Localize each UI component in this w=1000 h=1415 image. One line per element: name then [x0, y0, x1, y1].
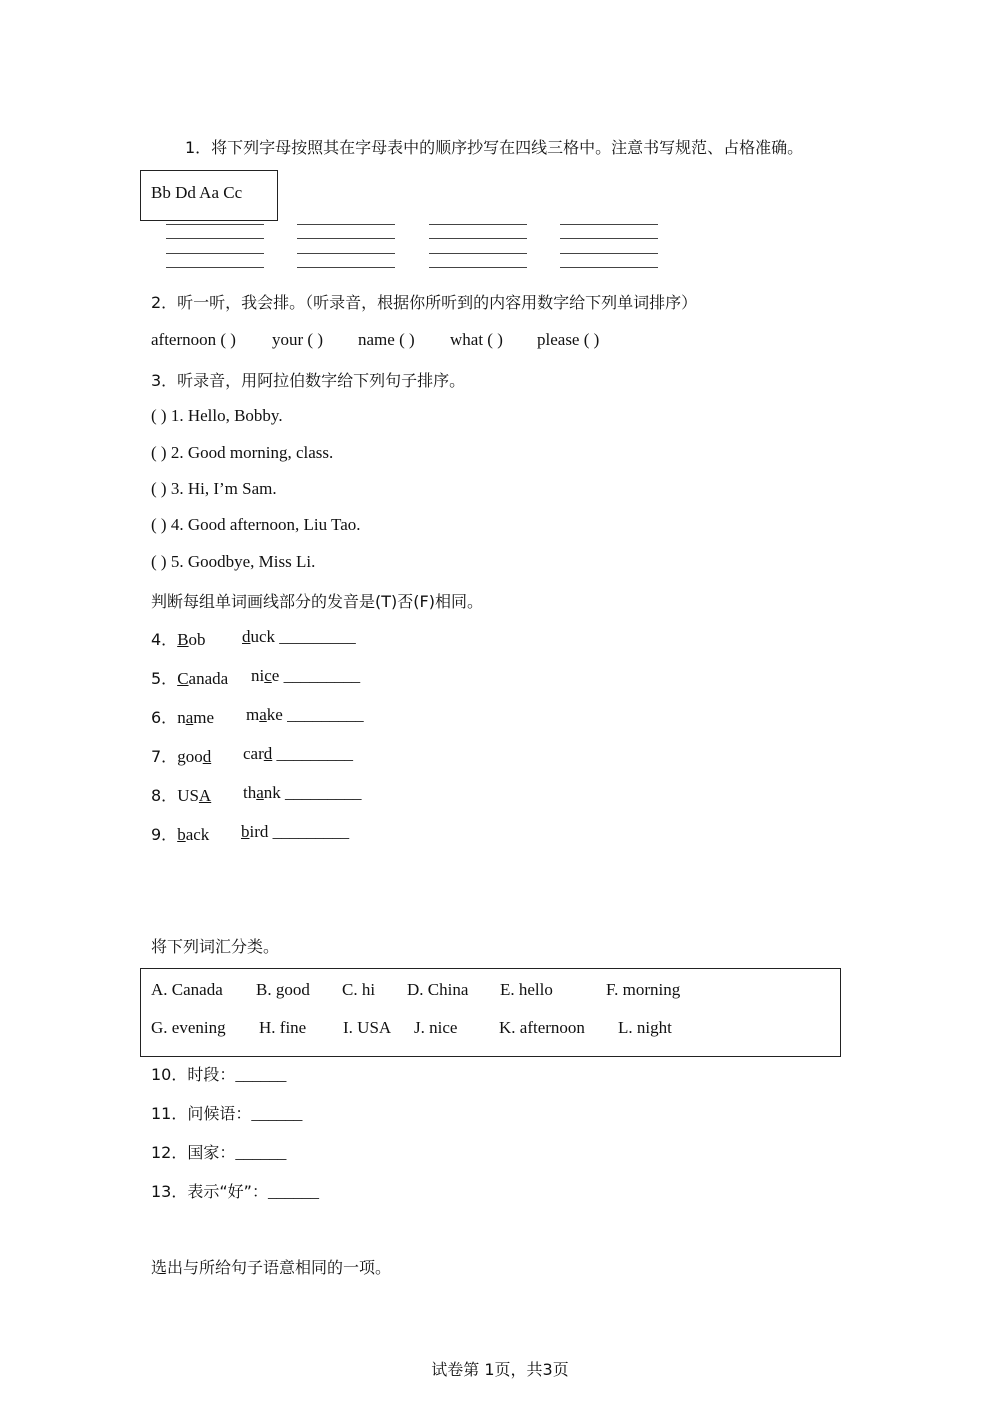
phonics-item: bird _________ — [241, 822, 350, 841]
q3-sentence: ( ) 5. Goodbye, Miss Li. — [151, 552, 316, 571]
classify-instruction: 将下列词汇分类。 — [151, 937, 280, 956]
q2-word: your ( ) — [272, 330, 323, 349]
word-bank-item: A. Canada — [151, 980, 223, 999]
word-bank-item: B. good — [256, 980, 310, 999]
classify-question: 13．表示“好”：______ — [151, 1182, 319, 1201]
q3-sentence: ( ) 1. Hello, Bobby. — [151, 406, 283, 425]
letters-text: Bb Dd Aa Cc — [151, 183, 243, 202]
q1-instruction: 1．将下列字母按照其在字母表中的顺序抄写在四线三格中。注意书写规范、占格准确。 — [185, 138, 804, 157]
q3-sentence: ( ) 4. Good afternoon, Liu Tao. — [151, 515, 361, 534]
phonics-item: 5．Canada — [151, 669, 229, 688]
q2-word: please ( ) — [537, 330, 600, 349]
q3-sentence: ( ) 2. Good morning, class. — [151, 443, 334, 462]
page-footer: 试卷第 1页，共3页 — [431, 1360, 569, 1379]
q2-word: name ( ) — [358, 330, 415, 349]
phonics-item: 6．name — [151, 708, 215, 727]
phonics-instruction: 判断每组单词画线部分的发音是(T)否(F)相同。 — [151, 592, 483, 611]
answer-blank: ______ — [235, 1065, 287, 1084]
phonics-item: duck _________ — [242, 627, 356, 646]
phonics-item: 7．good — [151, 747, 212, 766]
word-bank-item: L. night — [618, 1018, 672, 1037]
answer-blank: ______ — [235, 1143, 287, 1162]
phonics-item: nice _________ — [251, 666, 361, 685]
word-bank-item: K. afternoon — [499, 1018, 585, 1037]
q3-sentence: ( ) 3. Hi, I’m Sam. — [151, 479, 277, 498]
q2-word: what ( ) — [450, 330, 503, 349]
word-bank-item: J. nice — [414, 1018, 458, 1037]
word-bank-box — [140, 968, 841, 1057]
word-bank-item: G. evening — [151, 1018, 226, 1037]
phonics-item: thank _________ — [243, 783, 362, 802]
answer-blank: _________ — [272, 822, 350, 841]
word-bank-item: H. fine — [259, 1018, 307, 1037]
word-bank-item: I. USA — [343, 1018, 392, 1037]
phonics-item: 4．Bob — [151, 630, 206, 649]
answer-blank: _________ — [279, 627, 356, 646]
q2-word: afternoon ( ) — [151, 330, 236, 349]
classify-question: 10．时段：______ — [151, 1065, 287, 1084]
word-bank-item: C. hi — [342, 980, 376, 999]
classify-question: 12．国家：______ — [151, 1143, 287, 1162]
q3-instruction: 3．听录音，用阿拉伯数字给下列句子排序。 — [151, 371, 466, 390]
word-bank-item: E. hello — [500, 980, 553, 999]
word-bank-item: F. morning — [606, 980, 681, 999]
phonics-item: card _________ — [243, 744, 354, 763]
word-bank-item: D. China — [407, 980, 469, 999]
phonics-item: 9．back — [151, 825, 210, 844]
answer-blank: ______ — [251, 1104, 303, 1123]
phonics-item: 8．USA — [151, 786, 212, 805]
phonics-item: make _________ — [246, 705, 364, 724]
classify-question: 11．问候语：______ — [151, 1104, 303, 1123]
answer-blank: _________ — [285, 783, 362, 802]
q14-instruction: 选出与所给句子语意相同的一项。 — [151, 1258, 392, 1277]
letters-box — [140, 170, 278, 221]
answer-blank: _________ — [276, 744, 354, 763]
q2-instruction: 2．听一听，我会排。（听录音，根据你所听到的内容用数字给下列单词排序） — [151, 293, 698, 312]
answer-blank: _________ — [287, 705, 364, 724]
answer-blank: ______ — [267, 1182, 319, 1201]
answer-blank: _________ — [283, 666, 361, 685]
